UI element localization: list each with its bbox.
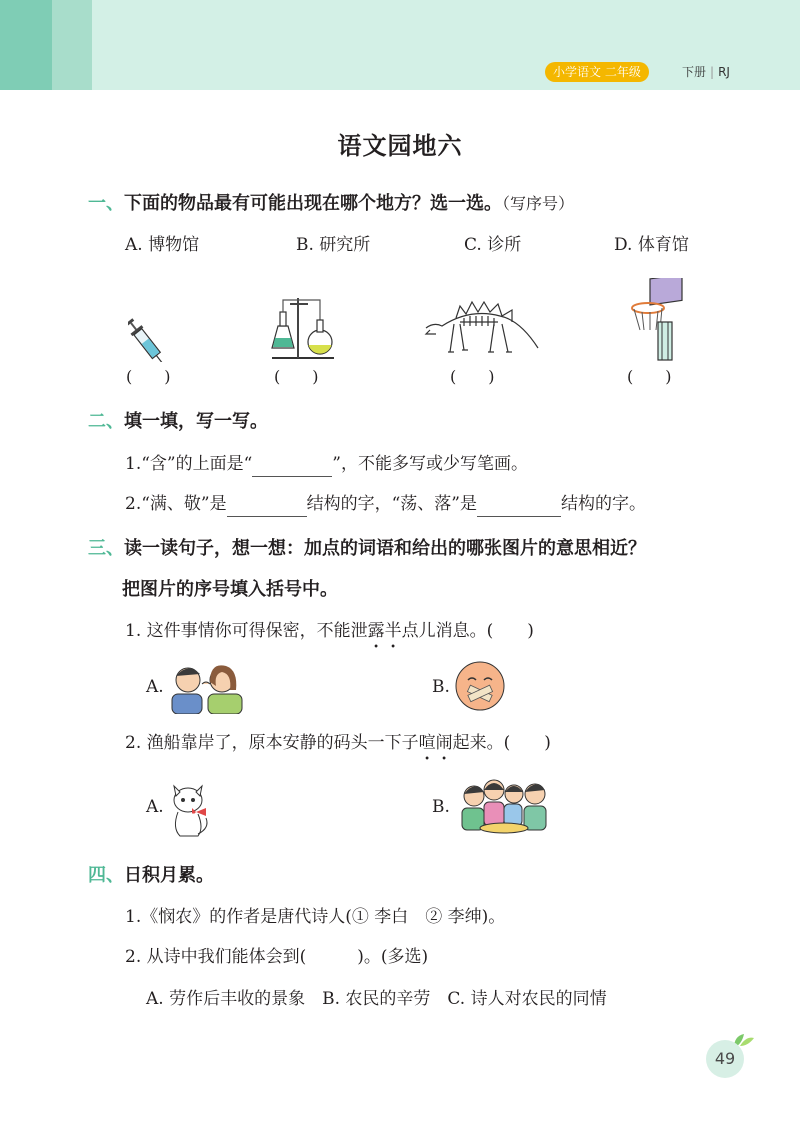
emphasized-char: 喧: [418, 733, 436, 753]
section-number: 一、: [88, 193, 124, 214]
question-4-2: 2. 从诗中我们能体会到( )。(多选): [125, 947, 429, 967]
children-playing-icon: [458, 772, 550, 834]
option-d: D. 体育馆: [614, 235, 689, 255]
volume-text: 下册: [682, 65, 707, 79]
picture-option-b-label: B.: [432, 677, 450, 697]
section-3-heading: [88, 537, 646, 561]
question-text: 起来。( ): [452, 733, 551, 753]
section-3-heading-line2: 把图片的序号填入括号中。: [122, 579, 338, 600]
section-4-heading: [88, 864, 214, 888]
answer-paren-d[interactable]: ( ): [627, 367, 672, 386]
basketball-hoop-icon: [628, 278, 688, 362]
question-text: 2.“满、敬”是: [125, 494, 227, 514]
section-number: 二、: [88, 411, 124, 432]
lab-flask-icon: [268, 292, 338, 362]
fill-blank[interactable]: [477, 497, 561, 517]
volume-label: 下册 | RJ: [682, 65, 730, 79]
question-4-1: 1.《悯农》的作者是唐代诗人(① 李白 ② 李绅)。: [125, 907, 506, 927]
grade-badge: 小学语文 二年级: [545, 62, 649, 82]
whispering-people-icon: [168, 660, 244, 714]
section-text: 读一读句子，想一想：加点的词语和给出的哪张图片的意思相近？: [124, 538, 646, 559]
question-2-1: [125, 451, 528, 477]
emphasized-char: 露: [367, 621, 385, 641]
section-text: 下面的物品最有可能出现在哪个地方？选一选。: [124, 193, 502, 214]
picture-option-b-label: B.: [432, 797, 450, 817]
header-stripe: [52, 0, 92, 90]
picture-option-a-label: A.: [146, 677, 164, 697]
section-text: 日积月累。: [124, 865, 214, 886]
emphasized-char: 闹: [435, 733, 453, 753]
section-note: （写序号）: [502, 194, 575, 213]
question-text: 结构的字，“荡、落”是: [306, 494, 477, 514]
section-number: 四、: [88, 865, 124, 886]
question-text: 结构的字。: [561, 494, 646, 514]
question-text: 点儿消息。( ): [401, 621, 534, 641]
header-stripe: [0, 0, 52, 90]
syringe-icon: [128, 296, 184, 362]
page-number: 49: [706, 1040, 744, 1078]
dinosaur-skeleton-icon: [420, 294, 544, 360]
question-4-2-options: A. 劳作后丰收的景象 B. 农民的辛劳 C. 诗人对农民的同情: [146, 989, 607, 1009]
answer-paren-a[interactable]: ( ): [126, 367, 171, 386]
question-3-2: [125, 730, 551, 756]
question-text: 2. 渔船靠岸了，原本安静的码头一下子: [125, 733, 419, 753]
cat-icon: [166, 778, 212, 840]
answer-paren-c[interactable]: ( ): [450, 367, 495, 386]
question-2-2: [125, 491, 646, 517]
fill-blank[interactable]: [252, 457, 332, 477]
question-text: ”，不能多写或少写笔画。: [332, 454, 528, 474]
page-title: 语文园地六: [337, 132, 463, 160]
section-text: 填一填，写一写。: [124, 411, 268, 432]
emphasized-char: 半: [384, 621, 402, 641]
picture-option-a-label: A.: [146, 797, 164, 817]
section-1-heading: [88, 192, 574, 216]
taped-mouth-face-icon: [454, 660, 506, 712]
question-text: 1.“含”的上面是“: [125, 454, 253, 474]
fill-blank[interactable]: [227, 497, 307, 517]
question-3-1: [125, 618, 534, 644]
option-b: B. 研究所: [296, 235, 371, 255]
option-c: C. 诊所: [464, 235, 522, 255]
option-a: A. 博物馆: [125, 235, 200, 255]
answer-paren-b[interactable]: ( ): [274, 367, 319, 386]
section-2-heading: [88, 410, 268, 434]
edition-text: RJ: [718, 65, 730, 79]
question-text: 1. 这件事情你可得保密，不能泄: [125, 621, 368, 641]
header-band: [0, 0, 800, 90]
section-number: 三、: [88, 538, 124, 559]
